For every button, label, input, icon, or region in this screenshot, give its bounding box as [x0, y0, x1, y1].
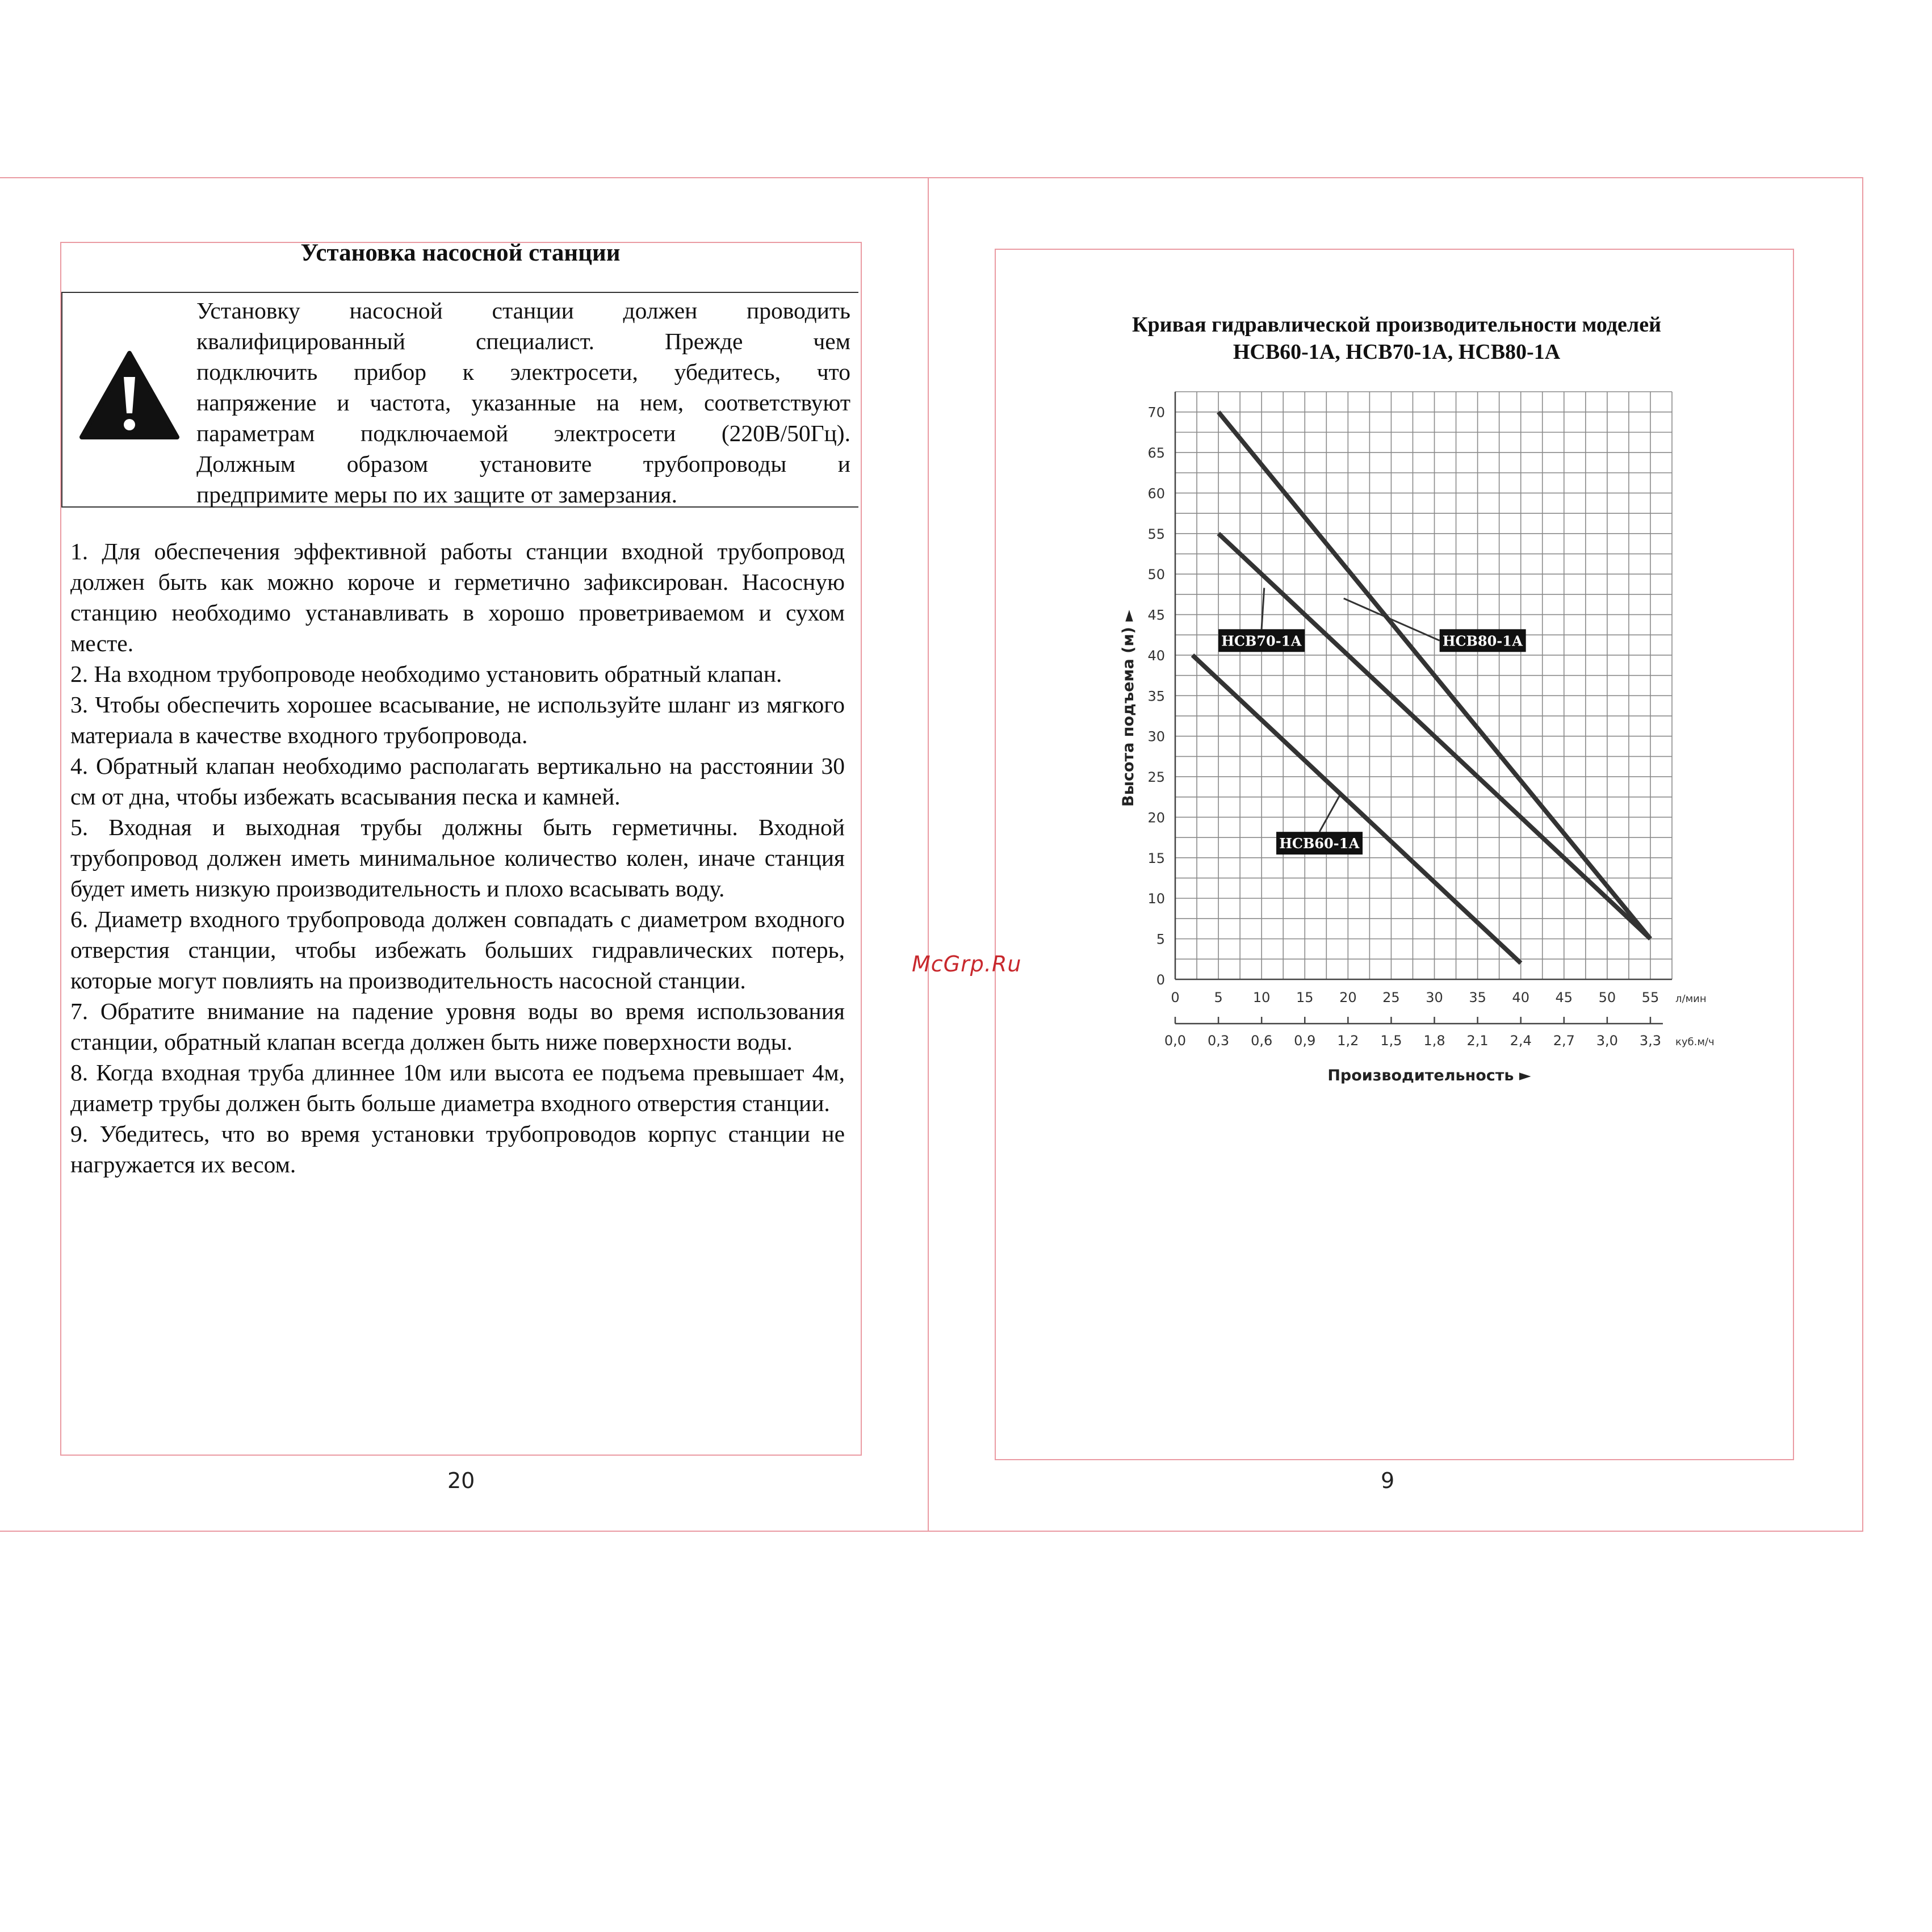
- x-tick-label: 20: [1339, 990, 1357, 1005]
- y-tick-label: 65: [1147, 445, 1165, 462]
- y-tick-label: 5: [1156, 931, 1165, 948]
- watermark: McGrp.Ru: [912, 952, 1022, 977]
- instruction-item: 3. Чтобы обеспечить хорошее всасывание, не используйте шланг из мягкого материала в качестве входного трубопровода.: [70, 692, 845, 748]
- warning-line: напряжение и частота, указанные на нем, соответствуют: [196, 389, 850, 416]
- x-tick-label: 50: [1598, 990, 1616, 1005]
- warning-line: параметрам подключаемой электросети (220В/50Гц).: [196, 420, 850, 446]
- warning-triangle-icon: [78, 350, 181, 441]
- x-tick-label: 15: [1296, 990, 1314, 1005]
- section-heading: Установка насосной станции: [300, 240, 621, 266]
- x-tick-label: 35: [1469, 990, 1486, 1005]
- y-tick-label: 35: [1147, 688, 1165, 705]
- x-secondary-tick-label: 1,2: [1337, 1033, 1359, 1049]
- y-tick-label: 70: [1147, 404, 1165, 421]
- warning-line: Должным образом установите трубопроводы и: [196, 451, 850, 477]
- page-number-left: 20: [447, 1468, 475, 1493]
- y-tick-label: 20: [1147, 810, 1165, 826]
- y-tick-label: 45: [1147, 607, 1165, 623]
- y-tick-label: 30: [1147, 728, 1165, 745]
- warning-line: предпримите меры по их защите от замерзания.: [196, 481, 677, 508]
- x-tick-label: 25: [1382, 990, 1400, 1005]
- x-secondary-tick-label: 2,4: [1510, 1033, 1532, 1049]
- warning-line: подключить прибор к электросети, убедитесь, что: [196, 359, 850, 385]
- x-secondary-tick-label: 0,6: [1251, 1033, 1273, 1049]
- x-secondary-tick-label: 2,1: [1466, 1033, 1489, 1049]
- y-tick-label: 40: [1147, 647, 1165, 664]
- x-secondary-tick-label: 3,3: [1639, 1033, 1662, 1049]
- x-unit-primary: л/мин: [1675, 993, 1707, 1005]
- instruction-item: 1. Для обеспечения эффективной работы станции входной трубопровод должен быть как можно короче и герметично зафиксирован. Насосную станцию необходимо устанавливать в хорошо проветриваемом и сухом месте.: [70, 538, 845, 656]
- y-axis-label: Высота подъема (м) ►: [1120, 609, 1137, 807]
- y-tick-label: 0: [1156, 972, 1165, 988]
- x-tick-label: 45: [1555, 990, 1573, 1005]
- instruction-item: 7. Обратите внимание на падение уровня воды во время использования станции, обратный клапан всегда должен быть ниже поверхности воды.: [70, 998, 845, 1055]
- series-label: НСВ60-1А: [1279, 835, 1360, 852]
- page-number-right: 9: [1381, 1468, 1395, 1493]
- x-tick-label: 40: [1512, 990, 1529, 1005]
- series-label: НСВ70-1А: [1221, 632, 1302, 649]
- instruction-item: 5. Входная и выходная трубы должны быть герметичны. Входной трубопровод должен иметь минимальное количество колен, иначе станция будет иметь низкую производительность и плохо всасывать воду.: [70, 814, 845, 902]
- instruction-item: 6. Диаметр входного трубопровода должен совпадать с диаметром входного отверстия станции, чтобы избежать больших гидравлических потерь, которые могут повлиять на производительность насосной станции.: [70, 906, 845, 994]
- x-axis-label: Производительность ►: [1327, 1067, 1531, 1084]
- y-tick-label: 10: [1147, 891, 1165, 907]
- warning-text: [196, 295, 850, 510]
- instruction-item: 2. На входном трубопроводе необходимо установить обратный клапан.: [70, 661, 782, 687]
- y-tick-label: 15: [1147, 850, 1165, 866]
- instruction-item: 8. Когда входная труба длиннее 10м или высота ее подъема превышает 4м, диаметр трубы должен быть больше диаметра входного отверстия станции.: [70, 1059, 845, 1116]
- x-secondary-tick-label: 3,0: [1596, 1033, 1618, 1049]
- warning-line: Установку насосной станции должен проводить: [196, 297, 850, 324]
- y-tick-label: 55: [1147, 526, 1165, 542]
- instruction-item: 9. Убедитесь, что во время установки трубопроводов корпус станции не нагружается их весом.: [70, 1121, 845, 1177]
- y-tick-label: 60: [1147, 485, 1165, 502]
- y-tick-label: 50: [1147, 567, 1165, 583]
- y-tick-label: 25: [1147, 769, 1165, 786]
- x-tick-label: 55: [1641, 990, 1659, 1005]
- x-tick-label: 5: [1214, 990, 1223, 1005]
- x-secondary-tick-label: 0,0: [1164, 1033, 1187, 1049]
- x-secondary-tick-label: 1,8: [1423, 1033, 1445, 1049]
- series-label: НСВ80-1А: [1442, 632, 1523, 649]
- x-secondary-tick-label: 0,3: [1208, 1033, 1230, 1049]
- warning-box-divider: [61, 293, 62, 506]
- instruction-list: [70, 536, 845, 1180]
- x-secondary-tick-label: 0,9: [1294, 1033, 1316, 1049]
- performance-chart: [1113, 380, 1726, 1084]
- series-line: [1192, 655, 1520, 963]
- instruction-item: 4. Обратный клапан необходимо располагать вертикально на расстоянии 30 см от дна, чтобы избежать всасывания песка и камней.: [70, 753, 845, 810]
- chart-title-line-1: Кривая гидравлической производительности моделей: [1131, 313, 1662, 337]
- x-tick-label: 0: [1171, 990, 1180, 1005]
- x-secondary-tick-label: 2,7: [1553, 1033, 1575, 1049]
- warning-box: [61, 292, 858, 508]
- series-label-leader: [1319, 793, 1341, 832]
- x-tick-label: 10: [1252, 990, 1271, 1005]
- chart-title-line-2: НСВ60-1А, НСВ70-1А, НСВ80-1А: [1233, 340, 1561, 364]
- x-unit-secondary: куб.м/ч: [1675, 1036, 1715, 1048]
- warning-line: квалифицированный специалист. Прежде чем: [196, 328, 850, 354]
- x-secondary-tick-label: 1,5: [1380, 1033, 1402, 1049]
- x-tick-label: 30: [1426, 990, 1443, 1005]
